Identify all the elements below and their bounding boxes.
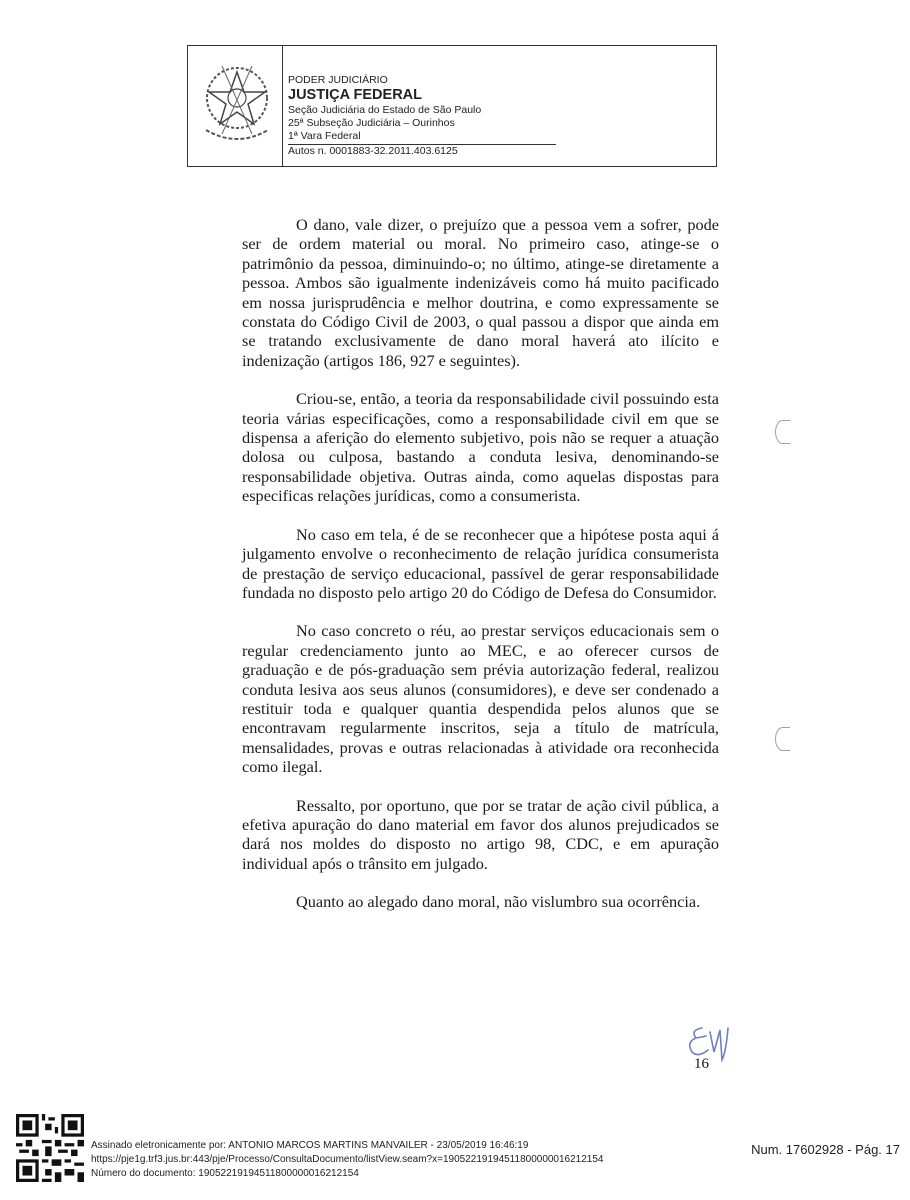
document-body (242, 215, 719, 931)
header-line1: PODER JUDICIÁRIO (288, 74, 388, 86)
header-line3: Seção Judiciária do Estado de São Paulo (288, 104, 482, 116)
paragraph-public-action: Ressalto, por oportuno, que por se tratar de ação civil pública, a efetiva apuração do dano material em favor dos alunos prejudicados se dará nos moldes do disposto no artigo 98, CDC, e em apuração individual após o trânsito em julgado. (242, 795, 719, 873)
coat-of-arms-icon (198, 56, 276, 156)
page-number: 16 (694, 1056, 709, 1072)
header-title: JUSTIÇA FEDERAL (288, 87, 422, 103)
page-reference: Num. 17602928 - Pág. 17 (751, 1142, 900, 1157)
hole-punch-mark (775, 420, 790, 444)
header-line5: 1ª Vara Federal (288, 130, 361, 142)
document-header (187, 45, 717, 167)
page-initials (682, 1022, 742, 1078)
paragraph-moral-damage: Quanto ao alegado dano moral, não vislumbro sua ocorrência. (296, 892, 701, 912)
qr-code-icon[interactable] (16, 1114, 84, 1182)
header-line4: 25ª Subseção Judiciária – Ourinhos (288, 117, 455, 129)
initials-signature-icon (682, 1022, 742, 1062)
document-number: Número do documento: 19052219194511800000016212154 (91, 1168, 359, 1179)
header-divider (282, 46, 283, 166)
paragraph-case-at-hand: No caso em tela, é de se reconhecer que a hipótese posta aqui á julgamento envolve o reconhecimento de relação jurídica consumerista de prestação de serviço educacional, passível de gerar responsabilidade fundada no disposto pelo artigo 20 do Código de Defesa do Consumidor. (242, 524, 719, 602)
signature-footer (91, 1139, 604, 1181)
case-number: Autos n. 0001883-32.2011.403.6125 (288, 145, 458, 157)
hole-punch-mark (775, 727, 790, 751)
header-text (288, 74, 556, 158)
paragraph-concrete-case: No caso concreto o réu, ao prestar serviços educacionais sem o regular credenciamento junto ao MEC, e ao oferecer cursos de graduação e de pós-graduação sem prévia autorização federal, realizou conduta lesiva aos seus alunos (consumidores), e deve ser condenado a restituir toda e qualquer quantia despendida pelos alunos que se encontravam regularmente inscritos, seja a título de matrícula, mensalidades, provas e outras relacionadas à atividade ora reconhecida como ilegal. (242, 621, 719, 777)
paragraph-damage: O dano, vale dizer, o prejuízo que a pessoa vem a sofrer, pode ser de ordem material ou moral. No primeiro caso, atinge-se o patrimônio da pessoa, diminuindo-o; no último, atinge-se diretamente a pessoa. Ambos são igualmente indenizáveis como há muito pacificado em nossa jurisprudência e melhor doutrina, e como expressamente se constata do Código Civil de 2003, o qual passou a dispor que ainda em se tratando exclusivamente de dano moral haverá ato ilícito e indenização (artigos 186, 927 e seguintes). (242, 215, 719, 370)
paragraph-civil-liability: Criou-se, então, a teoria da responsabilidade civil possuindo esta teoria várias especificações, como a responsabilidade civil em que se dispensa a aferição do elemento subjetivo, pois não se requer a atuação dolosa ou culposa, bastando a conduta lesiva, denominando-se responsabilidade objetiva. Outras ainda, como aquelas dispostas para especificas relações jurídicas, como a consumerista. (242, 389, 719, 506)
signed-by: Assinado eletronicamente por: ANTONIO MARCOS MARTINS MANVAILER - 23/05/2019 16:46:19 (91, 1140, 529, 1151)
document-url[interactable]: https://pje1g.trf3.jus.br:443/pje/Processo/ConsultaDocumento/listView.seam?x=19052219194511800000016212154 (91, 1154, 604, 1165)
